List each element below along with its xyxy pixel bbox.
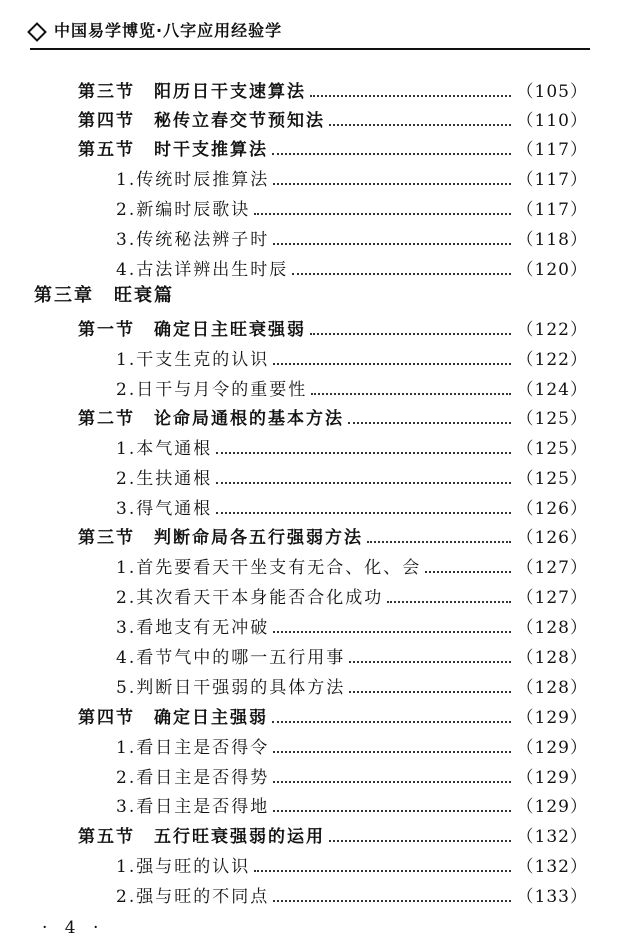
toc-entry [116,194,588,222]
toc-entry-page: （125） [516,439,588,459]
toc-entry [116,762,588,790]
toc-entry [78,76,588,104]
dot-leader [272,721,511,723]
toc-entry-page: （125） [516,469,588,489]
toc-entry-label: 3.得气通根 [116,499,213,519]
dot-leader [273,243,510,245]
toc-entry-label: 4.古法详辨出生时辰 [116,260,289,280]
toc-entry-page: （126） [516,499,588,519]
dot-leader [216,512,510,514]
toc-entry-label: 3.看日主是否得地 [116,797,270,817]
dot-leader [349,661,510,663]
toc-entry-page: （124） [516,380,588,400]
toc-entry-page: （128） [516,648,588,668]
toc-entry-label: 2.生扶通根 [116,469,213,489]
toc-entry [116,164,588,192]
toc-entry-label: 第五节 五行旺衰强弱的运用 [78,827,325,847]
toc-entry-page: （127） [516,558,588,578]
toc-entry [116,642,588,670]
dot-leader [273,363,510,365]
page-number: · 4 · [42,918,105,938]
toc-entry-page: （117） [516,170,588,190]
dot-leader [311,393,510,395]
toc-entry [78,702,588,730]
toc-entry-page: （125） [516,409,588,429]
toc-entry [116,881,588,909]
toc-entry-label: 3.看地支有无冲破 [116,618,270,638]
toc-entry-page: （132） [516,857,588,877]
toc-entry-label: 1.本气通根 [116,439,213,459]
toc-entry-page: （129） [516,738,588,758]
toc-entry-page: （129） [516,768,588,788]
toc-entry [116,344,588,372]
toc-entry-page: （129） [516,708,588,728]
dot-leader [367,541,511,543]
toc-entry-page: （118） [516,230,588,250]
toc-entry [116,493,588,521]
dot-leader [292,273,510,275]
toc-entry-label: 第二节 论命局通根的基本方法 [78,409,344,429]
toc-entry-label: 2.新编时辰歌诀 [116,200,251,220]
running-header [30,18,590,50]
dot-leader [254,213,510,215]
toc-entry [116,582,588,610]
toc-entry [116,433,588,461]
toc-entry [116,224,588,252]
toc-entry-page: （105） [516,82,588,102]
toc-entry [78,403,588,431]
toc-entry-label: 第四节 确定日主强弱 [78,708,268,728]
dot-leader [216,452,510,454]
toc-entry [116,552,588,580]
dot-leader [310,95,511,97]
toc-entry-label: 5.判断日干强弱的具体方法 [116,678,346,698]
toc-entry-label: 第三节 阳历日干支速算法 [78,82,306,102]
toc-entry-label: 1.干支生克的认识 [116,350,270,370]
dot-leader [273,781,510,783]
toc-entry [78,821,588,849]
toc-entry [116,374,588,402]
toc-entry-label: 2.其次看天干本身能否合化成功 [116,588,384,608]
dot-leader [425,571,510,573]
toc-entry [116,612,588,640]
dot-leader [329,124,511,126]
toc-entry-page: （128） [516,678,588,698]
toc-entry-page: （122） [516,350,588,370]
toc-entry-page: （120） [516,260,588,280]
dot-leader [310,333,511,335]
dot-leader [273,183,510,185]
toc-entry-page: （133） [516,887,588,907]
toc-entry-label: 第五节 时干支推算法 [78,140,268,160]
toc-entry-label: 第四节 秘传立春交节预知法 [78,111,325,131]
toc-entry-label: 3.传统秘法辨子时 [116,230,270,250]
dot-leader [273,631,510,633]
dot-leader [216,482,510,484]
dot-leader [273,900,510,902]
header-title: 中国易学博览·八字应用经验学 [54,21,283,40]
toc-entry-label: 1.看日主是否得令 [116,738,270,758]
toc-entry-label: 2.看日主是否得势 [116,768,270,788]
toc-entry-page: （122） [516,320,588,340]
toc-entry-page: （129） [516,797,588,817]
toc-entry [116,791,588,819]
toc-entry-page: （117） [516,200,588,220]
toc-entry [116,851,588,879]
toc-entry [116,463,588,491]
dot-leader [254,870,510,872]
dot-leader [273,751,510,753]
dot-leader [272,153,511,155]
diamond-icon [27,22,47,42]
toc-entry-page: （127） [516,588,588,608]
dot-leader [387,601,510,603]
dot-leader [349,691,510,693]
toc-entry-page: （126） [516,528,588,548]
toc-entry-label: 第一节 确定日主旺衰强弱 [78,320,306,340]
chapter-heading: 第三章 旺衰篇 [34,285,174,306]
toc-entry [78,105,588,133]
toc-entry-page: （117） [516,140,588,160]
toc-entry-label: 4.看节气中的哪一五行用事 [116,648,346,668]
toc-entry-page: （110） [516,111,588,131]
dot-leader [273,810,510,812]
dot-leader [348,422,511,424]
toc-entry-label: 2.日干与月令的重要性 [116,380,308,400]
toc-entry [116,732,588,760]
toc-entry-page: （128） [516,618,588,638]
toc-entry [116,672,588,700]
toc-entry [78,314,588,342]
toc-entry-label: 1.强与旺的认识 [116,857,251,877]
toc-entry [78,522,588,550]
toc-entry-label: 1.传统时辰推算法 [116,170,270,190]
toc-entry-label: 第三节 判断命局各五行强弱方法 [78,528,363,548]
toc-entry [116,254,588,282]
toc-entry [78,134,588,162]
toc-entry-page: （132） [516,827,588,847]
toc-entry-label: 2.强与旺的不同点 [116,887,270,907]
dot-leader [329,840,511,842]
toc-entry-label: 1.首先要看天干坐支有无合、化、会 [116,558,422,578]
